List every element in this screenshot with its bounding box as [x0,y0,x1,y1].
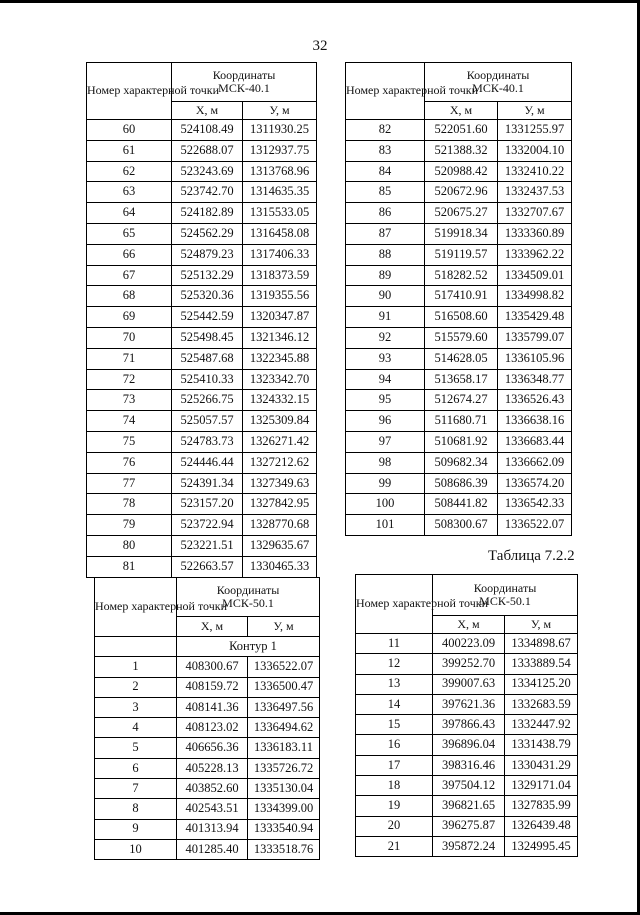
x-coordinate-cell: 399252.70 [433,654,505,674]
point-number-cell: 3 [95,697,177,717]
point-number-cell: 7 [95,779,177,799]
x-coordinate-cell: 521388.32 [425,140,498,161]
table-row [346,286,572,307]
x-coordinate-cell: 408123.02 [177,718,248,738]
point-number-cell: 81 [87,556,172,577]
coordinates-label: Координаты [473,580,537,595]
y-coordinate-cell: 1321346.12 [243,327,317,348]
point-number-cell: 85 [346,182,425,203]
y-coordinate-cell: 1333889.54 [505,654,578,674]
coordinate-system: МСК-40.1 [218,81,270,95]
x-coordinate-cell: 519119.57 [425,244,498,265]
table-row [356,715,578,735]
point-number-cell: 19 [356,796,433,816]
x-coordinate-cell: 405228.13 [177,758,248,778]
point-number-cell: 64 [87,203,172,224]
y-coordinate-cell: 1313768.96 [243,161,317,182]
y-header: У, м [498,102,572,120]
coordinate-table [355,574,578,857]
x-coordinate-cell: 509682.34 [425,452,498,473]
x-coordinate-cell: 520988.42 [425,161,498,182]
point-number-cell: 66 [87,244,172,265]
table-row [87,348,317,369]
table-row [87,494,317,515]
page-number: 32 [312,38,328,54]
point-number-cell: 2 [95,677,177,697]
table-row [346,161,572,182]
y-coordinate-cell: 1336638.16 [498,411,572,432]
y-coordinate-cell: 1325309.84 [243,411,317,432]
point-number-cell: 16 [356,735,433,755]
y-coordinate-cell: 1334399.00 [248,799,320,819]
x-coordinate-cell: 518282.52 [425,265,498,286]
point-number-cell: 76 [87,452,172,473]
x-coordinate-cell: 399007.63 [433,674,505,694]
x-coordinate-cell: 525132.29 [172,265,243,286]
table-row [95,758,320,778]
table-row [356,634,578,654]
y-coordinate-cell: 1336662.09 [498,452,572,473]
coordinates-label: Координаты [216,582,280,597]
y-header: У, м [243,102,317,120]
scan-edge-top [0,0,640,3]
y-coordinate-cell: 1330465.33 [243,556,317,577]
coordinates-label: Координаты [466,67,530,82]
y-coordinate-cell: 1333518.76 [248,839,320,859]
x-coordinate-cell: 525057.57 [172,411,243,432]
y-coordinate-cell: 1333540.94 [248,819,320,839]
table-row [346,120,572,141]
table-row [356,816,578,836]
point-number-cell: 94 [346,369,425,390]
table-row [95,677,320,697]
y-coordinate-cell: 1332683.59 [505,694,578,714]
y-coordinate-cell: 1326439.48 [505,816,578,836]
table-row [87,411,317,432]
x-coordinate-cell: 524562.29 [172,223,243,244]
y-coordinate-cell: 1336522.07 [498,515,572,536]
x-header: X, м [177,617,248,637]
point-number-cell: 91 [346,307,425,328]
x-coordinate-cell: 397504.12 [433,776,505,796]
x-coordinate-cell: 408300.67 [177,657,248,677]
table-row [346,473,572,494]
y-coordinate-cell: 1332447.92 [505,715,578,735]
x-header: X, м [433,616,505,634]
x-coordinate-cell: 398316.46 [433,755,505,775]
table-row [356,654,578,674]
x-coordinate-cell: 511680.71 [425,411,498,432]
y-coordinate-cell: 1336497.56 [248,697,320,717]
y-coordinate-cell: 1326271.42 [243,431,317,452]
y-coordinate-cell: 1332437.53 [498,182,572,203]
point-number-cell: 100 [346,494,425,515]
x-coordinate-cell: 396896.04 [433,735,505,755]
x-coordinate-cell: 523742.70 [172,182,243,203]
table-row [87,431,317,452]
point-number-cell: 82 [346,120,425,141]
y-coordinate-cell: 1335429.48 [498,307,572,328]
x-coordinate-cell: 522051.60 [425,120,498,141]
point-number-cell: 92 [346,327,425,348]
y-coordinate-cell: 1336683.44 [498,431,572,452]
y-coordinate-cell: 1324995.45 [505,836,578,856]
y-coordinate-cell: 1329171.04 [505,776,578,796]
point-number-cell: 93 [346,348,425,369]
x-coordinate-cell: 524108.49 [172,120,243,141]
table-row [87,244,317,265]
point-number-cell: 87 [346,223,425,244]
x-coordinate-cell: 525410.33 [172,369,243,390]
x-coordinate-cell: 525487.68 [172,348,243,369]
x-coordinate-cell: 508300.67 [425,515,498,536]
point-number-cell: 65 [87,223,172,244]
y-coordinate-cell: 1331438.79 [505,735,578,755]
point-number-cell: 98 [346,452,425,473]
table-row [95,839,320,859]
coordinate-system: МСК-50.1 [479,594,531,608]
table-row [95,657,320,677]
table-row [356,735,578,755]
x-coordinate-cell: 406656.36 [177,738,248,758]
point-number-cell: 14 [356,694,433,714]
x-coordinate-cell: 523157.20 [172,494,243,515]
table-row [356,796,578,816]
x-coordinate-cell: 522688.07 [172,140,243,161]
point-number-cell: 88 [346,244,425,265]
y-coordinate-cell: 1334125.20 [505,674,578,694]
point-number-cell: 79 [87,515,172,536]
table-row [87,161,317,182]
x-coordinate-cell: 516508.60 [425,307,498,328]
table-row [95,779,320,799]
y-coordinate-cell: 1318373.59 [243,265,317,286]
x-coordinate-cell: 402543.51 [177,799,248,819]
coordinate-system: МСК-50.1 [222,596,274,610]
point-number-cell: 67 [87,265,172,286]
table-row [346,348,572,369]
x-coordinate-cell: 508441.82 [425,494,498,515]
point-number-cell: 9 [95,819,177,839]
y-coordinate-cell: 1314635.35 [243,182,317,203]
point-number-cell: 99 [346,473,425,494]
table-row [95,697,320,717]
point-number-cell: 62 [87,161,172,182]
x-coordinate-cell: 408159.72 [177,677,248,697]
point-number-cell: 61 [87,140,172,161]
x-coordinate-cell: 517410.91 [425,286,498,307]
table-row [87,515,317,536]
y-coordinate-cell: 1336542.33 [498,494,572,515]
y-coordinate-cell: 1329635.67 [243,535,317,556]
table-row [346,452,572,473]
y-coordinate-cell: 1334898.67 [505,634,578,654]
table-row [87,140,317,161]
x-coordinate-cell: 525320.36 [172,286,243,307]
point-number-cell: 12 [356,654,433,674]
point-number-cell: 95 [346,390,425,411]
y-coordinate-cell: 1332410.22 [498,161,572,182]
y-coordinate-cell: 1327349.63 [243,473,317,494]
contour-label: Контур 1 [177,637,320,657]
table-row [87,452,317,473]
x-coordinate-cell: 512674.27 [425,390,498,411]
x-coordinate-cell: 397866.43 [433,715,505,735]
y-coordinate-cell: 1336105.96 [498,348,572,369]
x-coordinate-cell: 520672.96 [425,182,498,203]
point-number-cell: 78 [87,494,172,515]
table-row [87,120,317,141]
coordinate-table [94,577,320,860]
y-coordinate-cell: 1332707.67 [498,203,572,224]
coordinate-system: МСК-40.1 [472,81,524,95]
table-row [346,223,572,244]
table-row [95,718,320,738]
point-number-header: Номер характерной точки [356,575,433,634]
point-number-cell: 10 [95,839,177,859]
point-number-cell: 97 [346,431,425,452]
x-coordinate-cell: 408141.36 [177,697,248,717]
table-row [346,369,572,390]
y-coordinate-cell: 1336574.20 [498,473,572,494]
table-row [95,738,320,758]
table-row [87,535,317,556]
y-coordinate-cell: 1334509.01 [498,265,572,286]
x-coordinate-cell: 520675.27 [425,203,498,224]
table-row [95,799,320,819]
point-number-cell: 8 [95,799,177,819]
table-row [346,390,572,411]
y-coordinate-cell: 1333360.89 [498,223,572,244]
x-coordinate-cell: 525266.75 [172,390,243,411]
y-coordinate-cell: 1330431.29 [505,755,578,775]
table-row [356,755,578,775]
x-coordinate-cell: 523221.51 [172,535,243,556]
x-coordinate-cell: 397621.36 [433,694,505,714]
point-number-cell: 15 [356,715,433,735]
coordinates-label: Координаты [212,67,276,82]
point-number-cell: 84 [346,161,425,182]
x-coordinate-cell: 510681.92 [425,431,498,452]
y-coordinate-cell: 1336500.47 [248,677,320,697]
point-number-cell: 77 [87,473,172,494]
table-row [87,203,317,224]
point-number-cell: 5 [95,738,177,758]
x-coordinate-cell: 400223.09 [433,634,505,654]
y-coordinate-cell: 1311930.25 [243,120,317,141]
table-row [346,182,572,203]
point-number-cell: 63 [87,182,172,203]
y-coordinate-cell: 1327842.95 [243,494,317,515]
point-number-cell: 71 [87,348,172,369]
point-number-header: Номер характерной точки [87,63,172,120]
x-coordinate-cell: 515579.60 [425,327,498,348]
point-number-cell: 101 [346,515,425,536]
point-number-cell: 86 [346,203,425,224]
table-row [87,307,317,328]
table-row [346,515,572,536]
x-coordinate-cell: 524879.23 [172,244,243,265]
point-number-cell: 20 [356,816,433,836]
x-coordinate-cell: 524446.44 [172,452,243,473]
point-number-cell: 89 [346,265,425,286]
table-row [346,411,572,432]
point-number-cell: 69 [87,307,172,328]
y-header: У, м [248,617,320,637]
table-row [95,819,320,839]
point-number-cell: 68 [87,286,172,307]
table-row [87,473,317,494]
table-row [346,203,572,224]
point-number-cell: 96 [346,411,425,432]
y-coordinate-cell: 1327212.62 [243,452,317,473]
y-coordinate-cell: 1328770.68 [243,515,317,536]
x-coordinate-cell: 403852.60 [177,779,248,799]
table-row [356,674,578,694]
table-row [356,694,578,714]
y-coordinate-cell: 1335726.72 [248,758,320,778]
y-coordinate-cell: 1333962.22 [498,244,572,265]
table-row [87,369,317,390]
table-row [87,182,317,203]
x-coordinate-cell: 524783.73 [172,431,243,452]
table-row [356,776,578,796]
table-row [346,140,572,161]
x-coordinate-cell: 524391.34 [172,473,243,494]
x-coordinate-cell: 525442.59 [172,307,243,328]
x-coordinate-cell: 513658.17 [425,369,498,390]
coordinate-table [345,62,572,536]
point-number-cell: 13 [356,674,433,694]
y-coordinate-cell: 1334998.82 [498,286,572,307]
coordinate-table [86,62,317,578]
x-coordinate-cell: 396821.65 [433,796,505,816]
point-number-cell: 21 [356,836,433,856]
y-coordinate-cell: 1312937.75 [243,140,317,161]
point-number-cell: 75 [87,431,172,452]
y-coordinate-cell: 1320347.87 [243,307,317,328]
x-coordinate-cell: 514628.05 [425,348,498,369]
y-coordinate-cell: 1336494.62 [248,718,320,738]
y-coordinate-cell: 1323342.70 [243,369,317,390]
point-number-header: Номер характерной точки [95,578,177,637]
y-coordinate-cell: 1336183.11 [248,738,320,758]
table-row [346,327,572,348]
table-row [87,327,317,348]
y-coordinate-cell: 1315533.05 [243,203,317,224]
table-row [346,494,572,515]
point-number-cell: 83 [346,140,425,161]
x-coordinate-cell: 524182.89 [172,203,243,224]
table-row [356,836,578,856]
x-header: X, м [425,102,498,120]
table-row [346,244,572,265]
y-coordinate-cell: 1322345.88 [243,348,317,369]
point-number-cell: 18 [356,776,433,796]
point-number-header: Номер характерной точки [346,63,425,120]
x-coordinate-cell: 401313.94 [177,819,248,839]
table-row [346,265,572,286]
table-row [87,390,317,411]
point-number-cell: 1 [95,657,177,677]
point-number-cell: 90 [346,286,425,307]
table-caption: Таблица 7.2.2 [488,548,575,564]
x-coordinate-cell: 523722.94 [172,515,243,536]
x-coordinate-cell: 396275.87 [433,816,505,836]
y-coordinate-cell: 1335799.07 [498,327,572,348]
point-number-cell: 72 [87,369,172,390]
point-number-cell: 80 [87,535,172,556]
point-number-cell: 60 [87,120,172,141]
table-row [87,265,317,286]
point-number-cell: 17 [356,755,433,775]
x-coordinate-cell: 523243.69 [172,161,243,182]
point-number-cell: 11 [356,634,433,654]
x-coordinate-cell: 508686.39 [425,473,498,494]
y-coordinate-cell: 1336526.43 [498,390,572,411]
y-coordinate-cell: 1332004.10 [498,140,572,161]
y-coordinate-cell: 1331255.97 [498,120,572,141]
point-number-cell: 70 [87,327,172,348]
x-coordinate-cell: 522663.57 [172,556,243,577]
y-coordinate-cell: 1335130.04 [248,779,320,799]
table-row [87,286,317,307]
y-coordinate-cell: 1327835.99 [505,796,578,816]
point-number-cell: 6 [95,758,177,778]
table-row [346,431,572,452]
point-number-cell: 4 [95,718,177,738]
y-coordinate-cell: 1336348.77 [498,369,572,390]
point-number-cell: 73 [87,390,172,411]
x-header: X, м [172,102,243,120]
table-row [87,223,317,244]
y-header: У, м [505,616,578,634]
y-coordinate-cell: 1316458.08 [243,223,317,244]
y-coordinate-cell: 1319355.56 [243,286,317,307]
table-row [346,307,572,328]
x-coordinate-cell: 395872.24 [433,836,505,856]
table-row [87,556,317,577]
y-coordinate-cell: 1336522.07 [248,657,320,677]
x-coordinate-cell: 525498.45 [172,327,243,348]
x-coordinate-cell: 519918.34 [425,223,498,244]
y-coordinate-cell: 1324332.15 [243,390,317,411]
y-coordinate-cell: 1317406.33 [243,244,317,265]
x-coordinate-cell: 401285.40 [177,839,248,859]
point-number-cell: 74 [87,411,172,432]
